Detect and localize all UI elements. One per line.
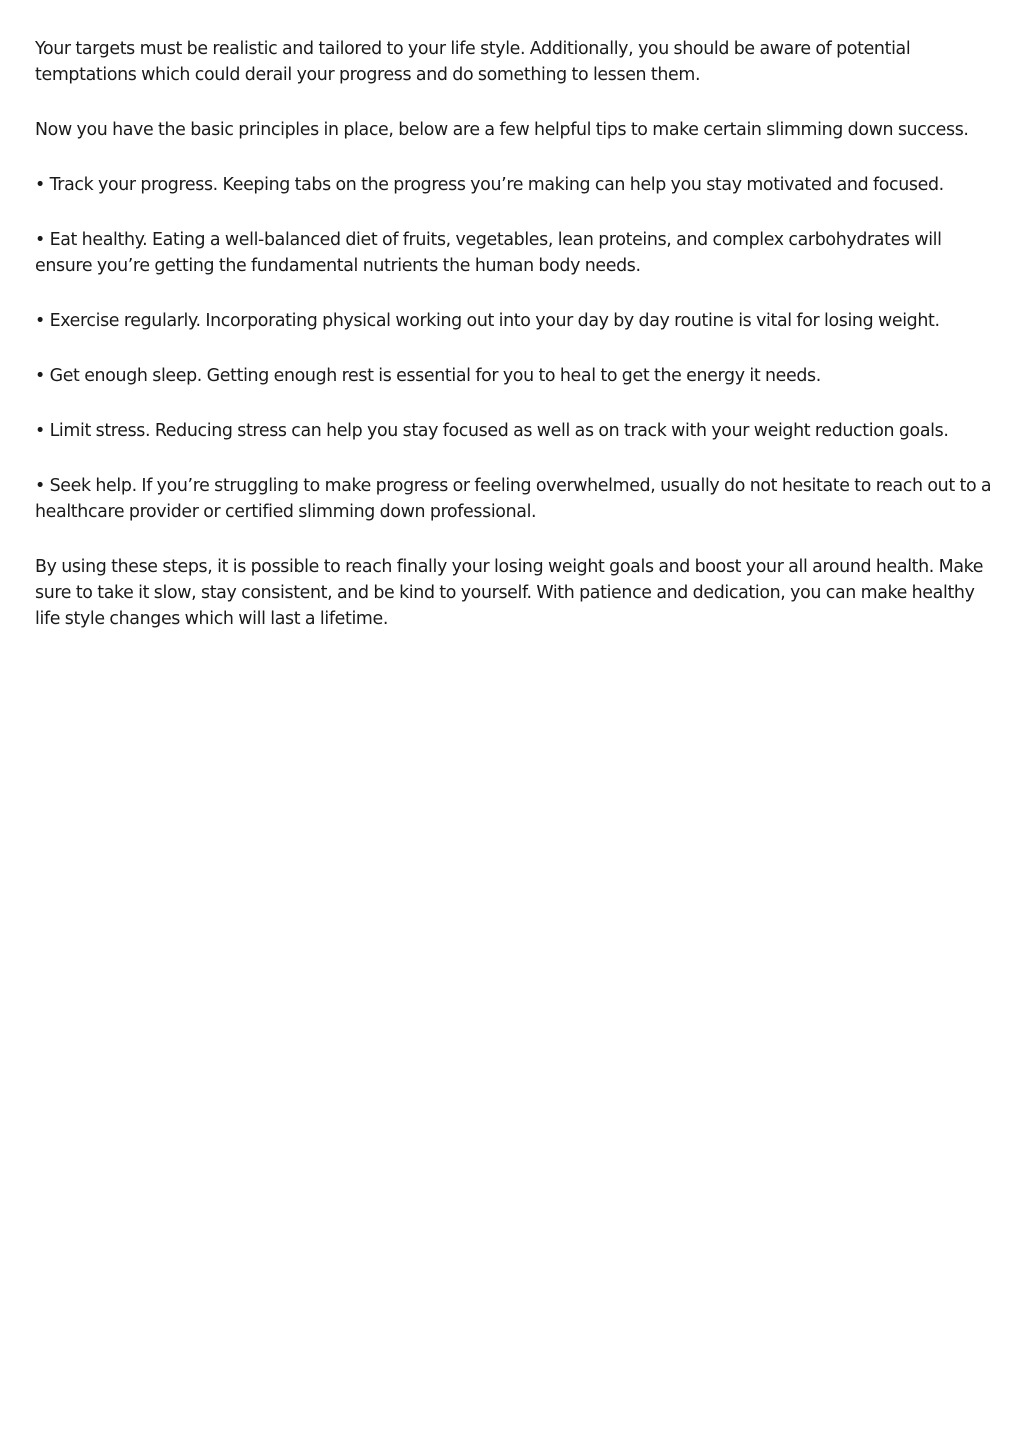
list-item-limit-stress: • Limit stress. Reducing stress can help you stay focused as well as on track with your weight reduction goals. <box>35 421 949 441</box>
list-item-sleep: • Get enough sleep. Getting enough rest is essential for you to heal to get the energy it needs. <box>35 366 821 386</box>
paragraph-conclusion: By using these steps, it is possible to reach finally your losing weight goals and boost your all around health. Make sure to take it slow, stay consistent, and be kind to yourself. With patience and dedication, you can make healthy life style changes which will last a lifetime. <box>35 557 984 629</box>
paragraph-intro-targets: Your targets must be realistic and tailored to your life style. Additionally, you should be aware of potential temptations which could derail your progress and do something to lessen them. <box>35 39 911 85</box>
list-item-seek-help: • Seek help. If you’re struggling to make progress or feeling overwhelmed, usually do not hesitate to reach out to a healthcare provider or certified slimming down professional. <box>35 476 992 522</box>
list-item-track-progress: • Track your progress. Keeping tabs on the progress you’re making can help you stay motivated and focused. <box>35 175 944 195</box>
document-page <box>35 36 995 661</box>
list-item-eat-healthy: • Eat healthy. Eating a well-balanced diet of fruits, vegetables, lean proteins, and complex carbohydrates will ensure you’re getting the fundamental nutrients the human body needs. <box>35 230 942 276</box>
list-item-exercise: • Exercise regularly. Incorporating physical working out into your day by day routine is vital for losing weight. <box>35 311 940 331</box>
paragraph-tips-intro: Now you have the basic principles in place, below are a few helpful tips to make certain slimming down success. <box>35 120 969 140</box>
